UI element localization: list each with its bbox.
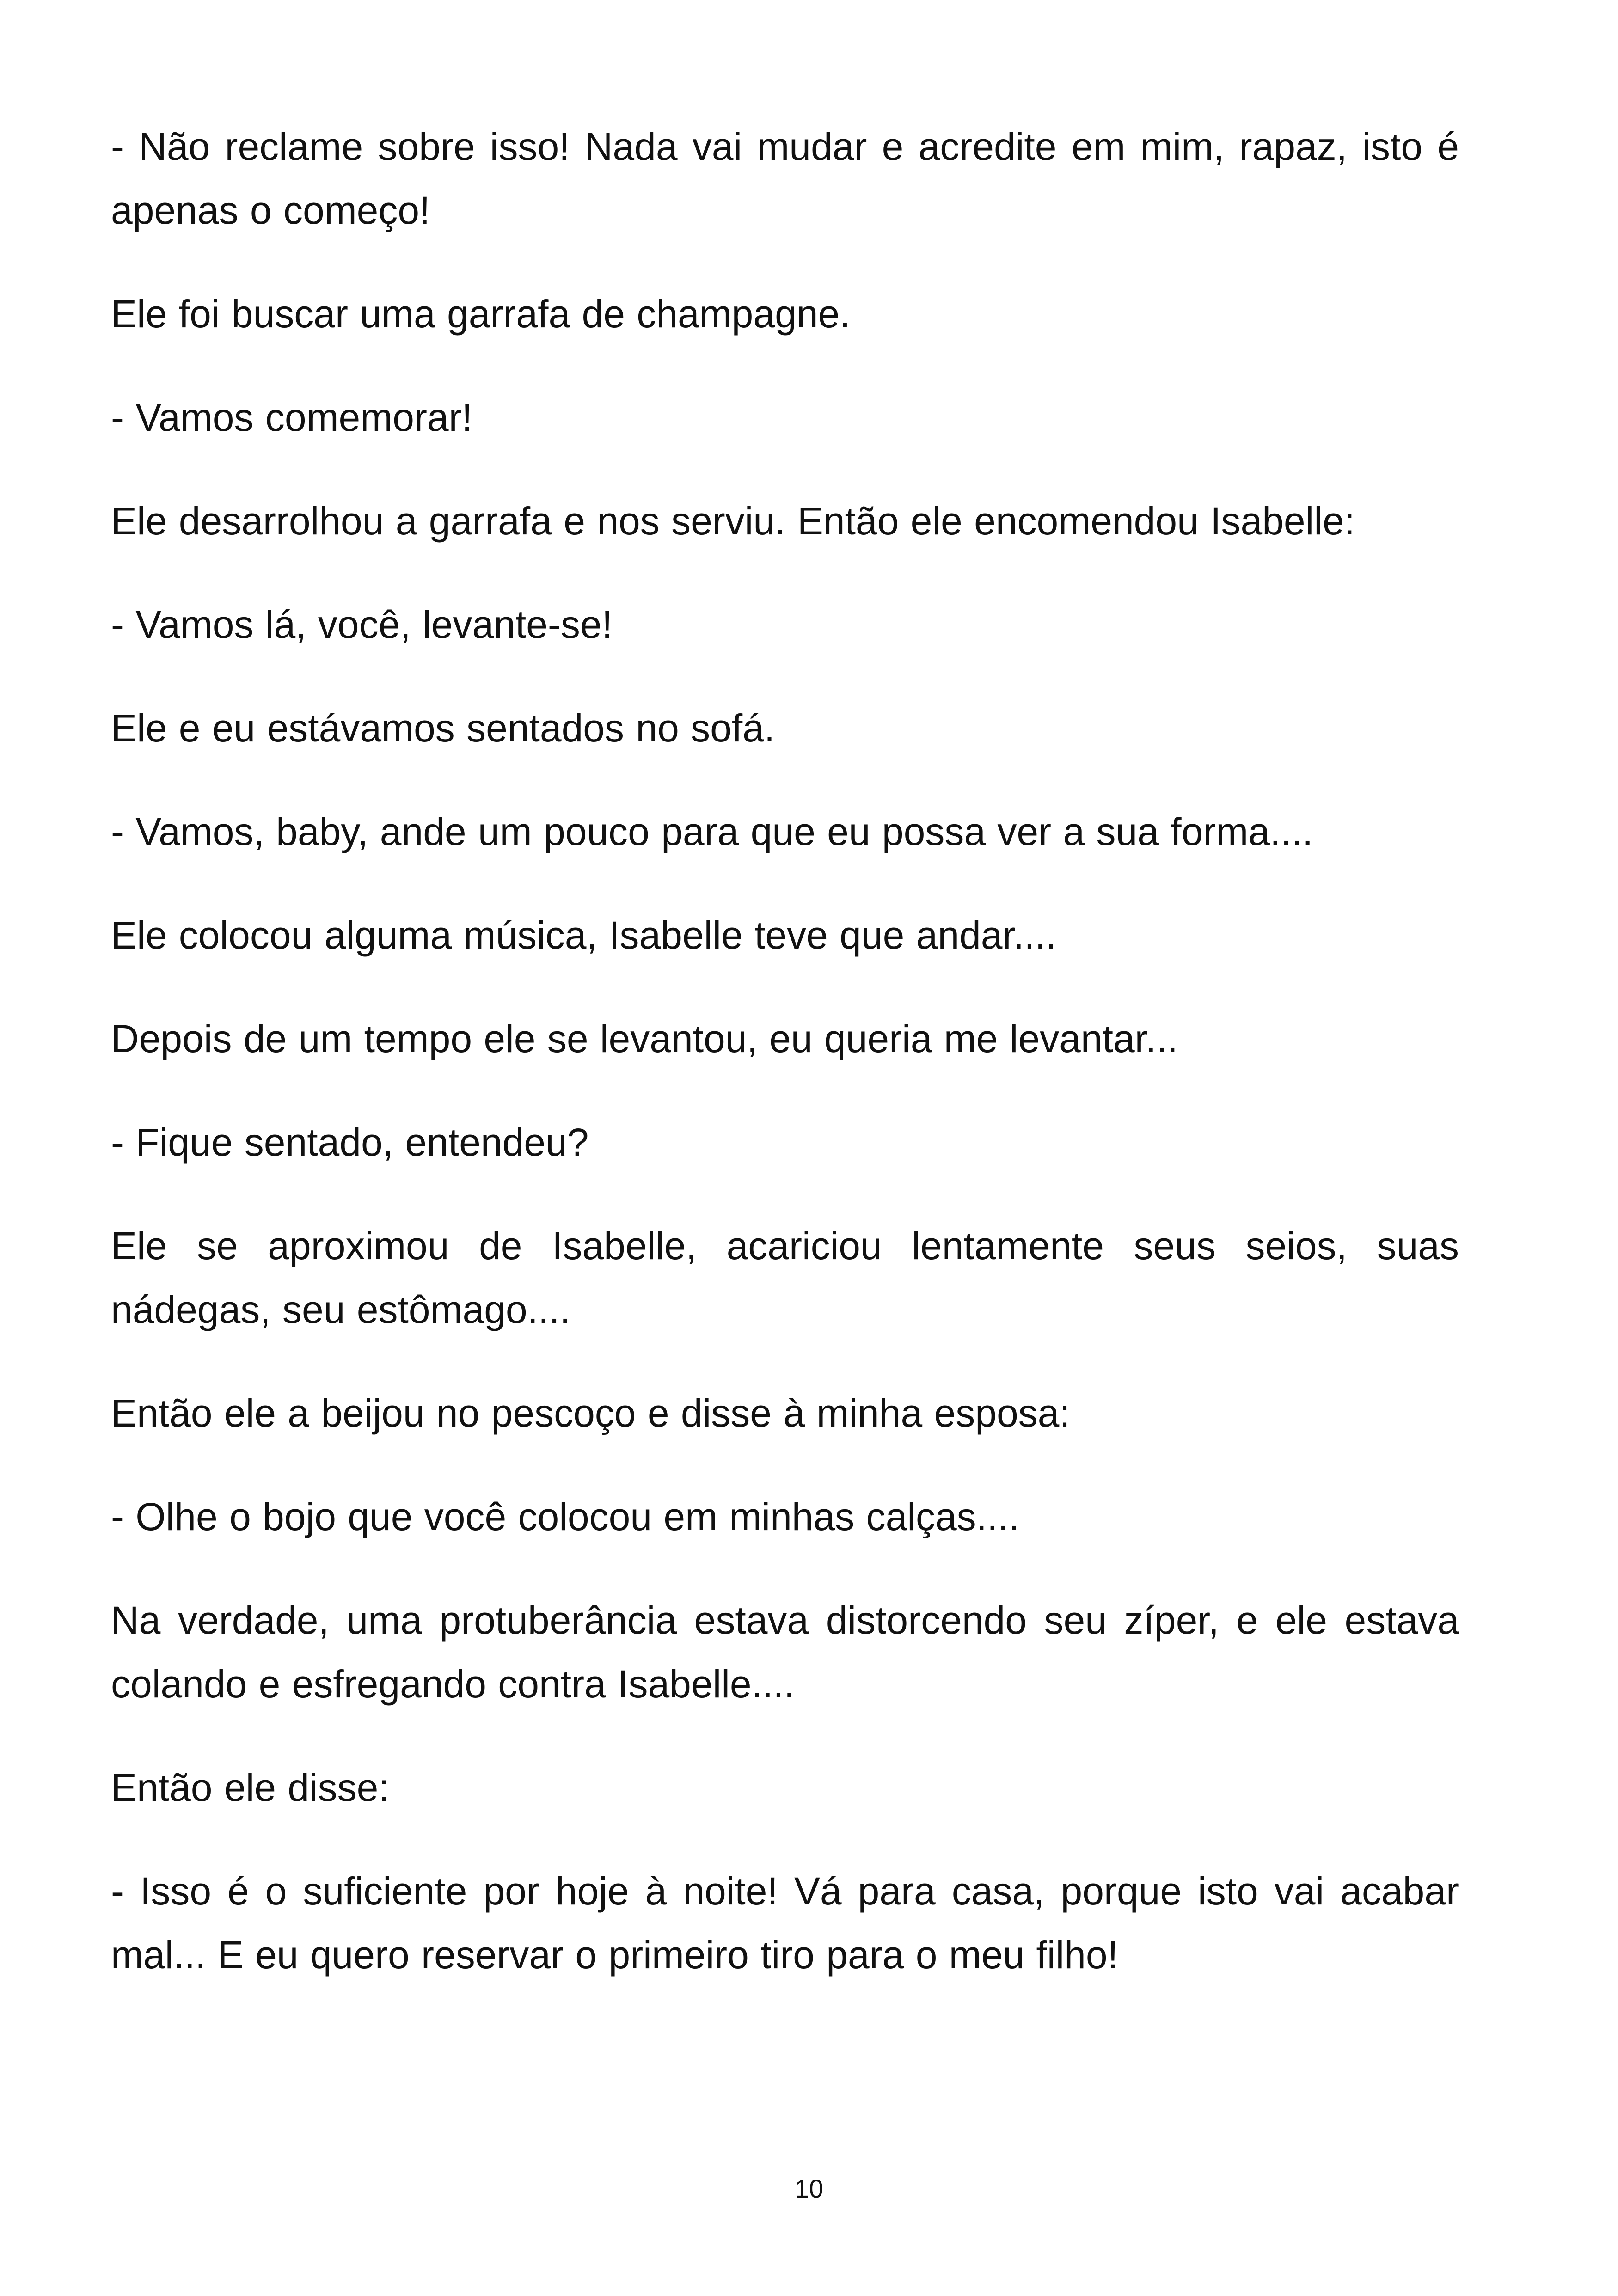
paragraph: - Não reclame sobre isso! Nada vai mudar e acredite em mim, rapaz, isto é apenas o começo! [111, 125, 1459, 232]
paragraph: Ele foi buscar uma garrafa de champagne. [111, 292, 851, 336]
paragraph: Ele e eu estávamos sentados no sofá. [111, 706, 775, 750]
paragraph: - Vamos comemorar! [111, 396, 472, 439]
paragraph: - Isso é o suficiente por hoje à noite! Vá para casa, porque isto vai acabar mal... E eu quero reservar o primeiro tiro para o meu filho! [111, 1869, 1459, 1977]
paragraph: - Olhe o bojo que você colocou em minhas calças.... [111, 1495, 1020, 1538]
paragraph: Então ele a beijou no pescoço e disse à minha esposa: [111, 1391, 1070, 1435]
page-number: 10 [794, 2174, 824, 2203]
paragraph: - Fique sentado, entendeu? [111, 1120, 589, 1164]
paragraph: Depois de um tempo ele se levantou, eu queria me levantar... [111, 1017, 1178, 1060]
paragraph: Ele desarrolhou a garrafa e nos serviu. Então ele encomendou Isabelle: [111, 499, 1355, 543]
paragraph: - Vamos lá, você, levante-se! [111, 603, 613, 646]
paragraph: Ele se aproximou de Isabelle, acariciou lentamente seus seios, suas nádegas, seu estômago.... [111, 1224, 1459, 1331]
paragraph: Ele colocou alguma música, Isabelle teve que andar.... [111, 913, 1057, 957]
paragraph: Então ele disse: [111, 1766, 389, 1809]
body-text [111, 115, 1459, 2027]
paragraph: - Vamos, baby, ande um pouco para que eu possa ver a sua forma.... [111, 810, 1313, 853]
paragraph: Na verdade, uma protuberância estava distorcendo seu zíper, e ele estava colando e esfregando contra Isabelle.... [111, 1598, 1459, 1706]
